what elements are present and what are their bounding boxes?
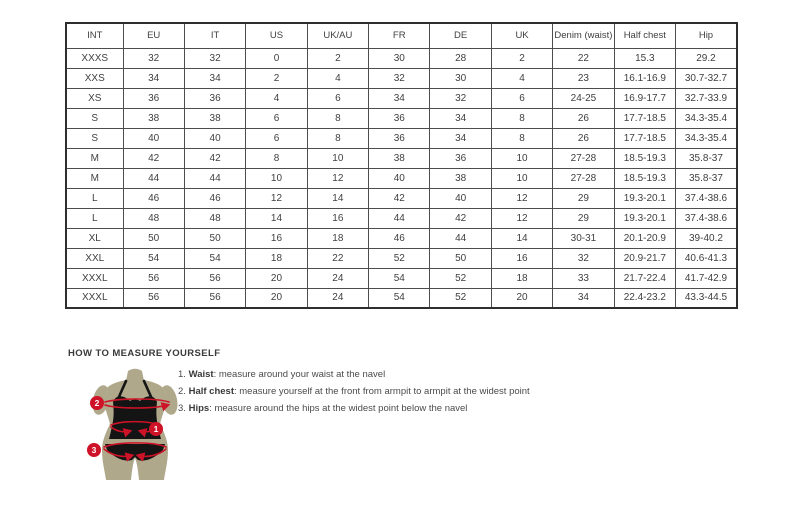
size-cell: 0: [246, 48, 307, 68]
size-cell: 21.7-22.4: [614, 268, 675, 288]
size-cell: 8: [246, 148, 307, 168]
size-cell: 8: [491, 128, 552, 148]
size-cell: 34: [123, 68, 184, 88]
size-chart-table: [65, 22, 738, 309]
size-cell: 10: [307, 148, 368, 168]
size-cell: 17.7-18.5: [614, 108, 675, 128]
size-cell: 54: [369, 288, 430, 308]
size-cell: 29: [553, 208, 614, 228]
column-header: UK/AU: [307, 23, 368, 48]
size-cell: 32: [184, 48, 245, 68]
measure-steps-list: [178, 370, 530, 421]
size-cell: 52: [369, 248, 430, 268]
size-row: [66, 208, 737, 228]
size-cell: 14: [491, 228, 552, 248]
size-cell: 18: [491, 268, 552, 288]
size-cell: M: [66, 168, 123, 188]
step-text: : measure around the hips at the widest point below the navel: [209, 403, 468, 414]
size-row: [66, 288, 737, 308]
size-cell: 30.7-32.7: [676, 68, 737, 88]
measure-section-title: HOW TO MEASURE YOURSELF: [68, 348, 221, 359]
size-cell: 12: [307, 168, 368, 188]
size-row: [66, 68, 737, 88]
size-cell: 36: [430, 148, 491, 168]
size-row: [66, 188, 737, 208]
size-cell: 6: [307, 88, 368, 108]
size-cell: 12: [246, 188, 307, 208]
size-cell: 22.4-23.2: [614, 288, 675, 308]
size-cell: 35.8-37: [676, 168, 737, 188]
size-cell: 28: [430, 48, 491, 68]
size-cell: 4: [307, 68, 368, 88]
size-cell: XXXL: [66, 288, 123, 308]
badge-chest-number: 2: [94, 398, 100, 408]
size-cell: 16.1-16.9: [614, 68, 675, 88]
table-header-row: [66, 23, 737, 48]
column-header: Denim (waist): [553, 23, 614, 48]
size-cell: 12: [491, 208, 552, 228]
size-cell: 18: [246, 248, 307, 268]
size-cell: 24-25: [553, 88, 614, 108]
size-cell: 6: [246, 108, 307, 128]
size-cell: 6: [491, 88, 552, 108]
size-cell: 40.6-41.3: [676, 248, 737, 268]
badge-hips: [87, 443, 101, 457]
size-cell: 50: [184, 228, 245, 248]
size-cell: 34: [430, 128, 491, 148]
size-cell: 46: [123, 188, 184, 208]
size-cell: 54: [369, 268, 430, 288]
size-cell: 36: [369, 108, 430, 128]
size-cell: XS: [66, 88, 123, 108]
size-cell: 18.5-19.3: [614, 148, 675, 168]
size-cell: 33: [553, 268, 614, 288]
size-row: [66, 268, 737, 288]
size-cell: 20: [491, 288, 552, 308]
size-cell: 39-40.2: [676, 228, 737, 248]
size-cell: 29: [553, 188, 614, 208]
size-cell: 12: [491, 188, 552, 208]
size-cell: 42: [123, 148, 184, 168]
size-cell: 17.7-18.5: [614, 128, 675, 148]
size-cell: 2: [246, 68, 307, 88]
size-cell: 44: [123, 168, 184, 188]
size-row: [66, 168, 737, 188]
column-header: Half chest: [614, 23, 675, 48]
badge-chest: [90, 396, 104, 410]
size-cell: 42: [430, 208, 491, 228]
size-cell: 26: [553, 108, 614, 128]
step-text: : measure yourself at the front from armpit to armpit at the widest point: [233, 386, 530, 397]
step-text: : measure around your waist at the navel: [213, 369, 386, 380]
size-cell: 40: [184, 128, 245, 148]
size-cell: 44: [369, 208, 430, 228]
size-cell: XL: [66, 228, 123, 248]
size-cell: S: [66, 128, 123, 148]
column-header: DE: [430, 23, 491, 48]
size-cell: 43.3-44.5: [676, 288, 737, 308]
size-cell: 32.7-33.9: [676, 88, 737, 108]
step-number: 3.: [178, 403, 186, 414]
step-label: Waist: [188, 369, 214, 380]
size-cell: 2: [491, 48, 552, 68]
column-header: US: [246, 23, 307, 48]
size-cell: 4: [491, 68, 552, 88]
size-row: [66, 88, 737, 108]
size-cell: 26: [553, 128, 614, 148]
size-cell: 44: [430, 228, 491, 248]
size-cell: S: [66, 108, 123, 128]
size-cell: 32: [553, 248, 614, 268]
size-cell: 48: [123, 208, 184, 228]
size-cell: L: [66, 188, 123, 208]
size-row: [66, 48, 737, 68]
size-cell: 34: [369, 88, 430, 108]
size-row: [66, 108, 737, 128]
step-number: 1.: [178, 369, 186, 380]
size-cell: 50: [430, 248, 491, 268]
size-cell: 16: [307, 208, 368, 228]
size-cell: 54: [123, 248, 184, 268]
size-cell: 2: [307, 48, 368, 68]
size-cell: 42: [369, 188, 430, 208]
step-number: 2.: [178, 386, 186, 397]
size-row: [66, 228, 737, 248]
size-cell: 34.3-35.4: [676, 108, 737, 128]
size-cell: 38: [369, 148, 430, 168]
badge-waist-number: 1: [153, 424, 159, 434]
size-cell: 54: [184, 248, 245, 268]
size-cell: 41.7-42.9: [676, 268, 737, 288]
size-cell: XXL: [66, 248, 123, 268]
size-cell: 34: [553, 288, 614, 308]
size-cell: 42: [184, 148, 245, 168]
size-cell: 30: [369, 48, 430, 68]
size-cell: 32: [369, 68, 430, 88]
size-row: [66, 128, 737, 148]
size-cell: 32: [430, 88, 491, 108]
size-cell: 18.5-19.3: [614, 168, 675, 188]
size-cell: 15.3: [614, 48, 675, 68]
size-cell: XXXL: [66, 268, 123, 288]
size-cell: 52: [430, 268, 491, 288]
size-cell: 35.8-37: [676, 148, 737, 168]
size-cell: 10: [246, 168, 307, 188]
size-cell: 50: [123, 228, 184, 248]
badge-waist: [149, 422, 163, 436]
size-cell: 36: [184, 88, 245, 108]
size-cell: 40: [123, 128, 184, 148]
measure-step: [178, 387, 530, 397]
step-label: Hips: [188, 403, 210, 414]
column-header: Hip: [676, 23, 737, 48]
size-cell: L: [66, 208, 123, 228]
size-cell: 18: [307, 228, 368, 248]
step-label: Half chest: [188, 386, 234, 397]
size-cell: 22: [553, 48, 614, 68]
measurement-figure-illustration: [80, 368, 192, 483]
size-cell: 30-31: [553, 228, 614, 248]
column-header: FR: [369, 23, 430, 48]
size-cell: 20: [246, 268, 307, 288]
size-cell: XXXS: [66, 48, 123, 68]
size-cell: 8: [491, 108, 552, 128]
size-cell: 20: [246, 288, 307, 308]
size-row: [66, 248, 737, 268]
measure-step: [178, 404, 530, 414]
size-cell: 30: [430, 68, 491, 88]
size-cell: 38: [123, 108, 184, 128]
size-cell: 46: [184, 188, 245, 208]
size-cell: 14: [246, 208, 307, 228]
column-header: INT: [66, 23, 123, 48]
size-cell: 40: [430, 188, 491, 208]
size-cell: 37.4-38.6: [676, 208, 737, 228]
badge-hips-number: 3: [91, 445, 97, 455]
size-cell: 22: [307, 248, 368, 268]
size-cell: 40: [369, 168, 430, 188]
size-cell: 46: [369, 228, 430, 248]
size-cell: 29.2: [676, 48, 737, 68]
size-cell: 27-28: [553, 168, 614, 188]
size-cell: 16.9-17.7: [614, 88, 675, 108]
size-cell: 56: [123, 288, 184, 308]
size-cell: XXS: [66, 68, 123, 88]
size-cell: 10: [491, 148, 552, 168]
size-cell: 36: [369, 128, 430, 148]
size-row: [66, 148, 737, 168]
size-cell: 4: [246, 88, 307, 108]
size-cell: 19.3-20.1: [614, 208, 675, 228]
size-cell: 38: [430, 168, 491, 188]
size-cell: 24: [307, 268, 368, 288]
size-cell: 56: [184, 268, 245, 288]
size-cell: 10: [491, 168, 552, 188]
size-cell: 20.1-20.9: [614, 228, 675, 248]
size-cell: M: [66, 148, 123, 168]
column-header: UK: [491, 23, 552, 48]
column-header: EU: [123, 23, 184, 48]
size-cell: 27-28: [553, 148, 614, 168]
size-cell: 56: [123, 268, 184, 288]
size-cell: 16: [246, 228, 307, 248]
size-cell: 36: [123, 88, 184, 108]
size-cell: 38: [184, 108, 245, 128]
size-cell: 19.3-20.1: [614, 188, 675, 208]
size-cell: 37.4-38.6: [676, 188, 737, 208]
size-cell: 44: [184, 168, 245, 188]
size-cell: 23: [553, 68, 614, 88]
size-cell: 14: [307, 188, 368, 208]
size-cell: 16: [491, 248, 552, 268]
size-cell: 34: [184, 68, 245, 88]
table-body: [66, 48, 737, 308]
size-cell: 52: [430, 288, 491, 308]
size-cell: 8: [307, 128, 368, 148]
size-cell: 34.3-35.4: [676, 128, 737, 148]
size-cell: 20.9-21.7: [614, 248, 675, 268]
size-cell: 48: [184, 208, 245, 228]
size-cell: 6: [246, 128, 307, 148]
size-cell: 34: [430, 108, 491, 128]
column-header: IT: [184, 23, 245, 48]
size-cell: 8: [307, 108, 368, 128]
size-cell: 24: [307, 288, 368, 308]
measure-step: [178, 370, 530, 380]
size-cell: 32: [123, 48, 184, 68]
size-cell: 56: [184, 288, 245, 308]
